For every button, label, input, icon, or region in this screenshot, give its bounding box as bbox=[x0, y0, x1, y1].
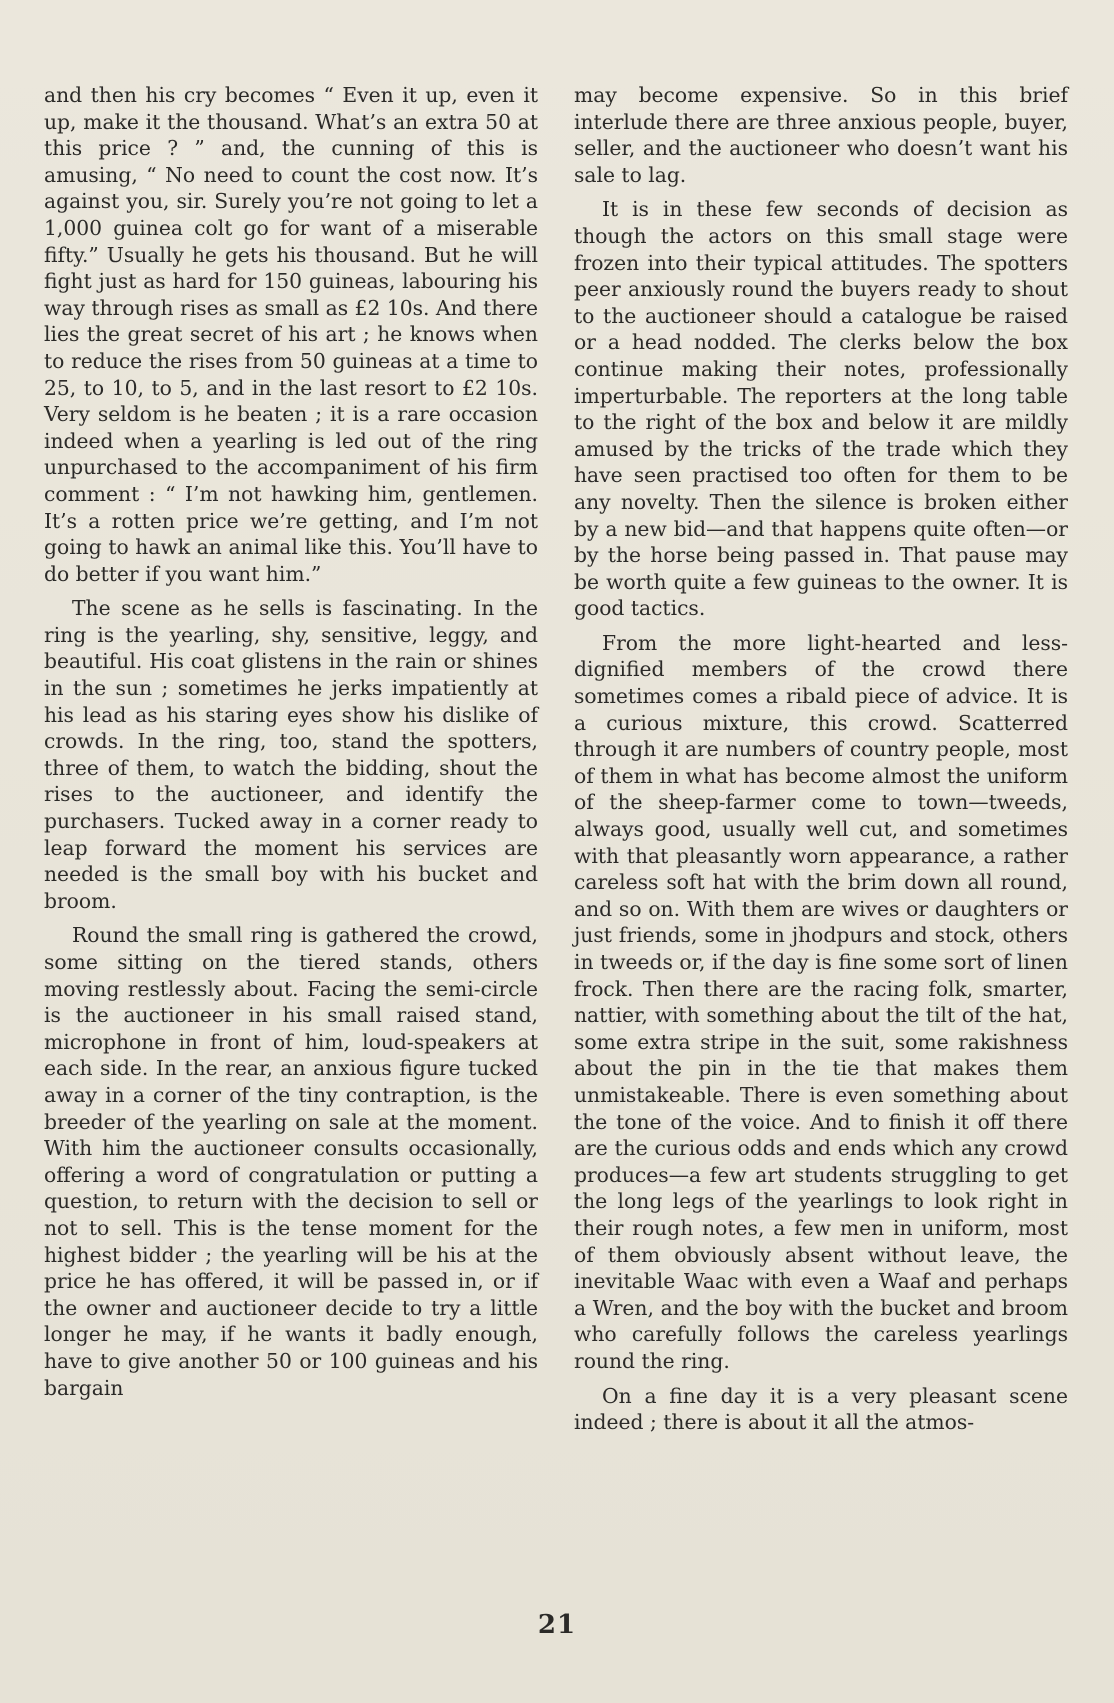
paragraph-left-1: and then his cry becomes “ Even it up, even it up, make it the thousand. What’s an extra 50 at this price ? ” and, the cunning of this is amusing, “ No need to count the cost now. It’s against you, sir. Surely you’re not going to let a 1,000 guinea colt go for want of a miserable fifty.” Usually he gets his thousand. But he will fight just as hard for 150 guineas, labouring his way through rises as small as £2 10s. And there lies the great secret of his art ; he knows when to reduce the rises from 50 guineas at a time to 25, to 10, to 5, and in the last resort to £2 10s. Very seldom is he beaten ; it is a rare occasion indeed when a yearling is led out of the ring unpurchased to the accompaniment of his firm comment : “ I’m not hawking him, gentlemen. It’s a rotten price we’re getting, and I’m not going to hawk an animal like this. You’ll have to do better if you want him.” bbox=[44, 83, 538, 586]
paragraph-right-1: may become expensive. So in this brief interlude there are three anxious people, buyer, seller, and the auctioneer who doesn’t want his sale to lag. bbox=[574, 83, 1068, 187]
paragraph-right-3: From the more light-hearted and less-dignified members of the crowd there sometimes comes a ribald piece of advice. It is a curious mixture, this crowd. Scatterred through it are numbers of country people, most of them in what has become almost the uniform of the sheep-farmer come to town—tweeds, always good, usually well cut, and sometimes with that pleasantly worn appearance, a rather careless soft hat with the brim down all round, and so on. With them are wives or daughters or just friends, some in jhodpurs and stock, others in tweeds or, if the day is fine some sort of linen frock. Then there are the racing folk, smarter, nattier, with something about the tilt of the hat, some extra stripe in the suit, some rakishness about the pin in the tie that makes them unmistakeable. There is even something about the tone of the voice. And to finish it off there are the curious odds and ends which any crowd produces—a few art students struggling to get the long legs of the yearlings to look right in their rough notes, a few men in uniform, most of them obviously absent without leave, the inevitable Waac with even a Waaf and perhaps a Wren, and the boy with the bucket and broom who carefully follows the careless yearlings round the ring. bbox=[574, 630, 1068, 1373]
paragraph-right-2: It is in these few seconds of decision as though the actors on this small stage were frozen into their typical attitudes. The spotters peer anxiously round the buyers ready to shout to the auctioneer should a catalogue be raised or a head nodded. The clerks below the box continue making their notes, professionally imperturbable. The reporters at the long table to the right of the box and below it are mildly amused by the tricks of the trade which they have seen practised too often for them to be any novelty. Then the silence is broken either by a new bid—and that happens quite often—or by the horse being passed in. That pause may be worth quite a few guineas to the owner. It is good tactics. bbox=[574, 197, 1068, 621]
paragraph-left-2: The scene as he sells is fascinating. In the ring is the yearling, shy, sensitive, leggy, and beautiful. His coat glistens in the rain or shines in the sun ; sometimes he jerks impatiently at his lead as his staring eyes show his dislike of crowds. In the ring, too, stand the spotters, three of them, to watch the bidding, shout the rises to the auctioneer, and identify the purchasers. Tucked away in a corner ready to leap forward the moment his services are needed is the small boy with his bucket and broom. bbox=[44, 596, 538, 913]
left-column bbox=[44, 82, 538, 1409]
paragraph-left-3: Round the small ring is gathered the crowd, some sitting on the tiered stands, others moving restlessly about. Facing the semi-circle is the auctioneer in his small raised stand, microphone in front of him, loud-speakers at each side. In the rear, an anxious figure tucked away in a corner of the tiny contraption, is the breeder of the yearling on sale at the moment. With him the auctioneer consults occasionally, offering a word of congratulation or putting a question, to return with the decision to sell or not to sell. This is the tense moment for the highest bidder ; the yearling will be his at the price he has offered, it will be passed in, or if the owner and auctioneer decide to try a little longer he may, if he wants it badly enough, have to give another 50 or 100 guineas and his bargain bbox=[44, 923, 538, 1400]
paragraph-right-4: On a fine day it is a very pleasant scene indeed ; there is about it all the atmos- bbox=[574, 1383, 1068, 1435]
page-number: 21 bbox=[537, 1610, 577, 1640]
right-column bbox=[574, 82, 1068, 1444]
